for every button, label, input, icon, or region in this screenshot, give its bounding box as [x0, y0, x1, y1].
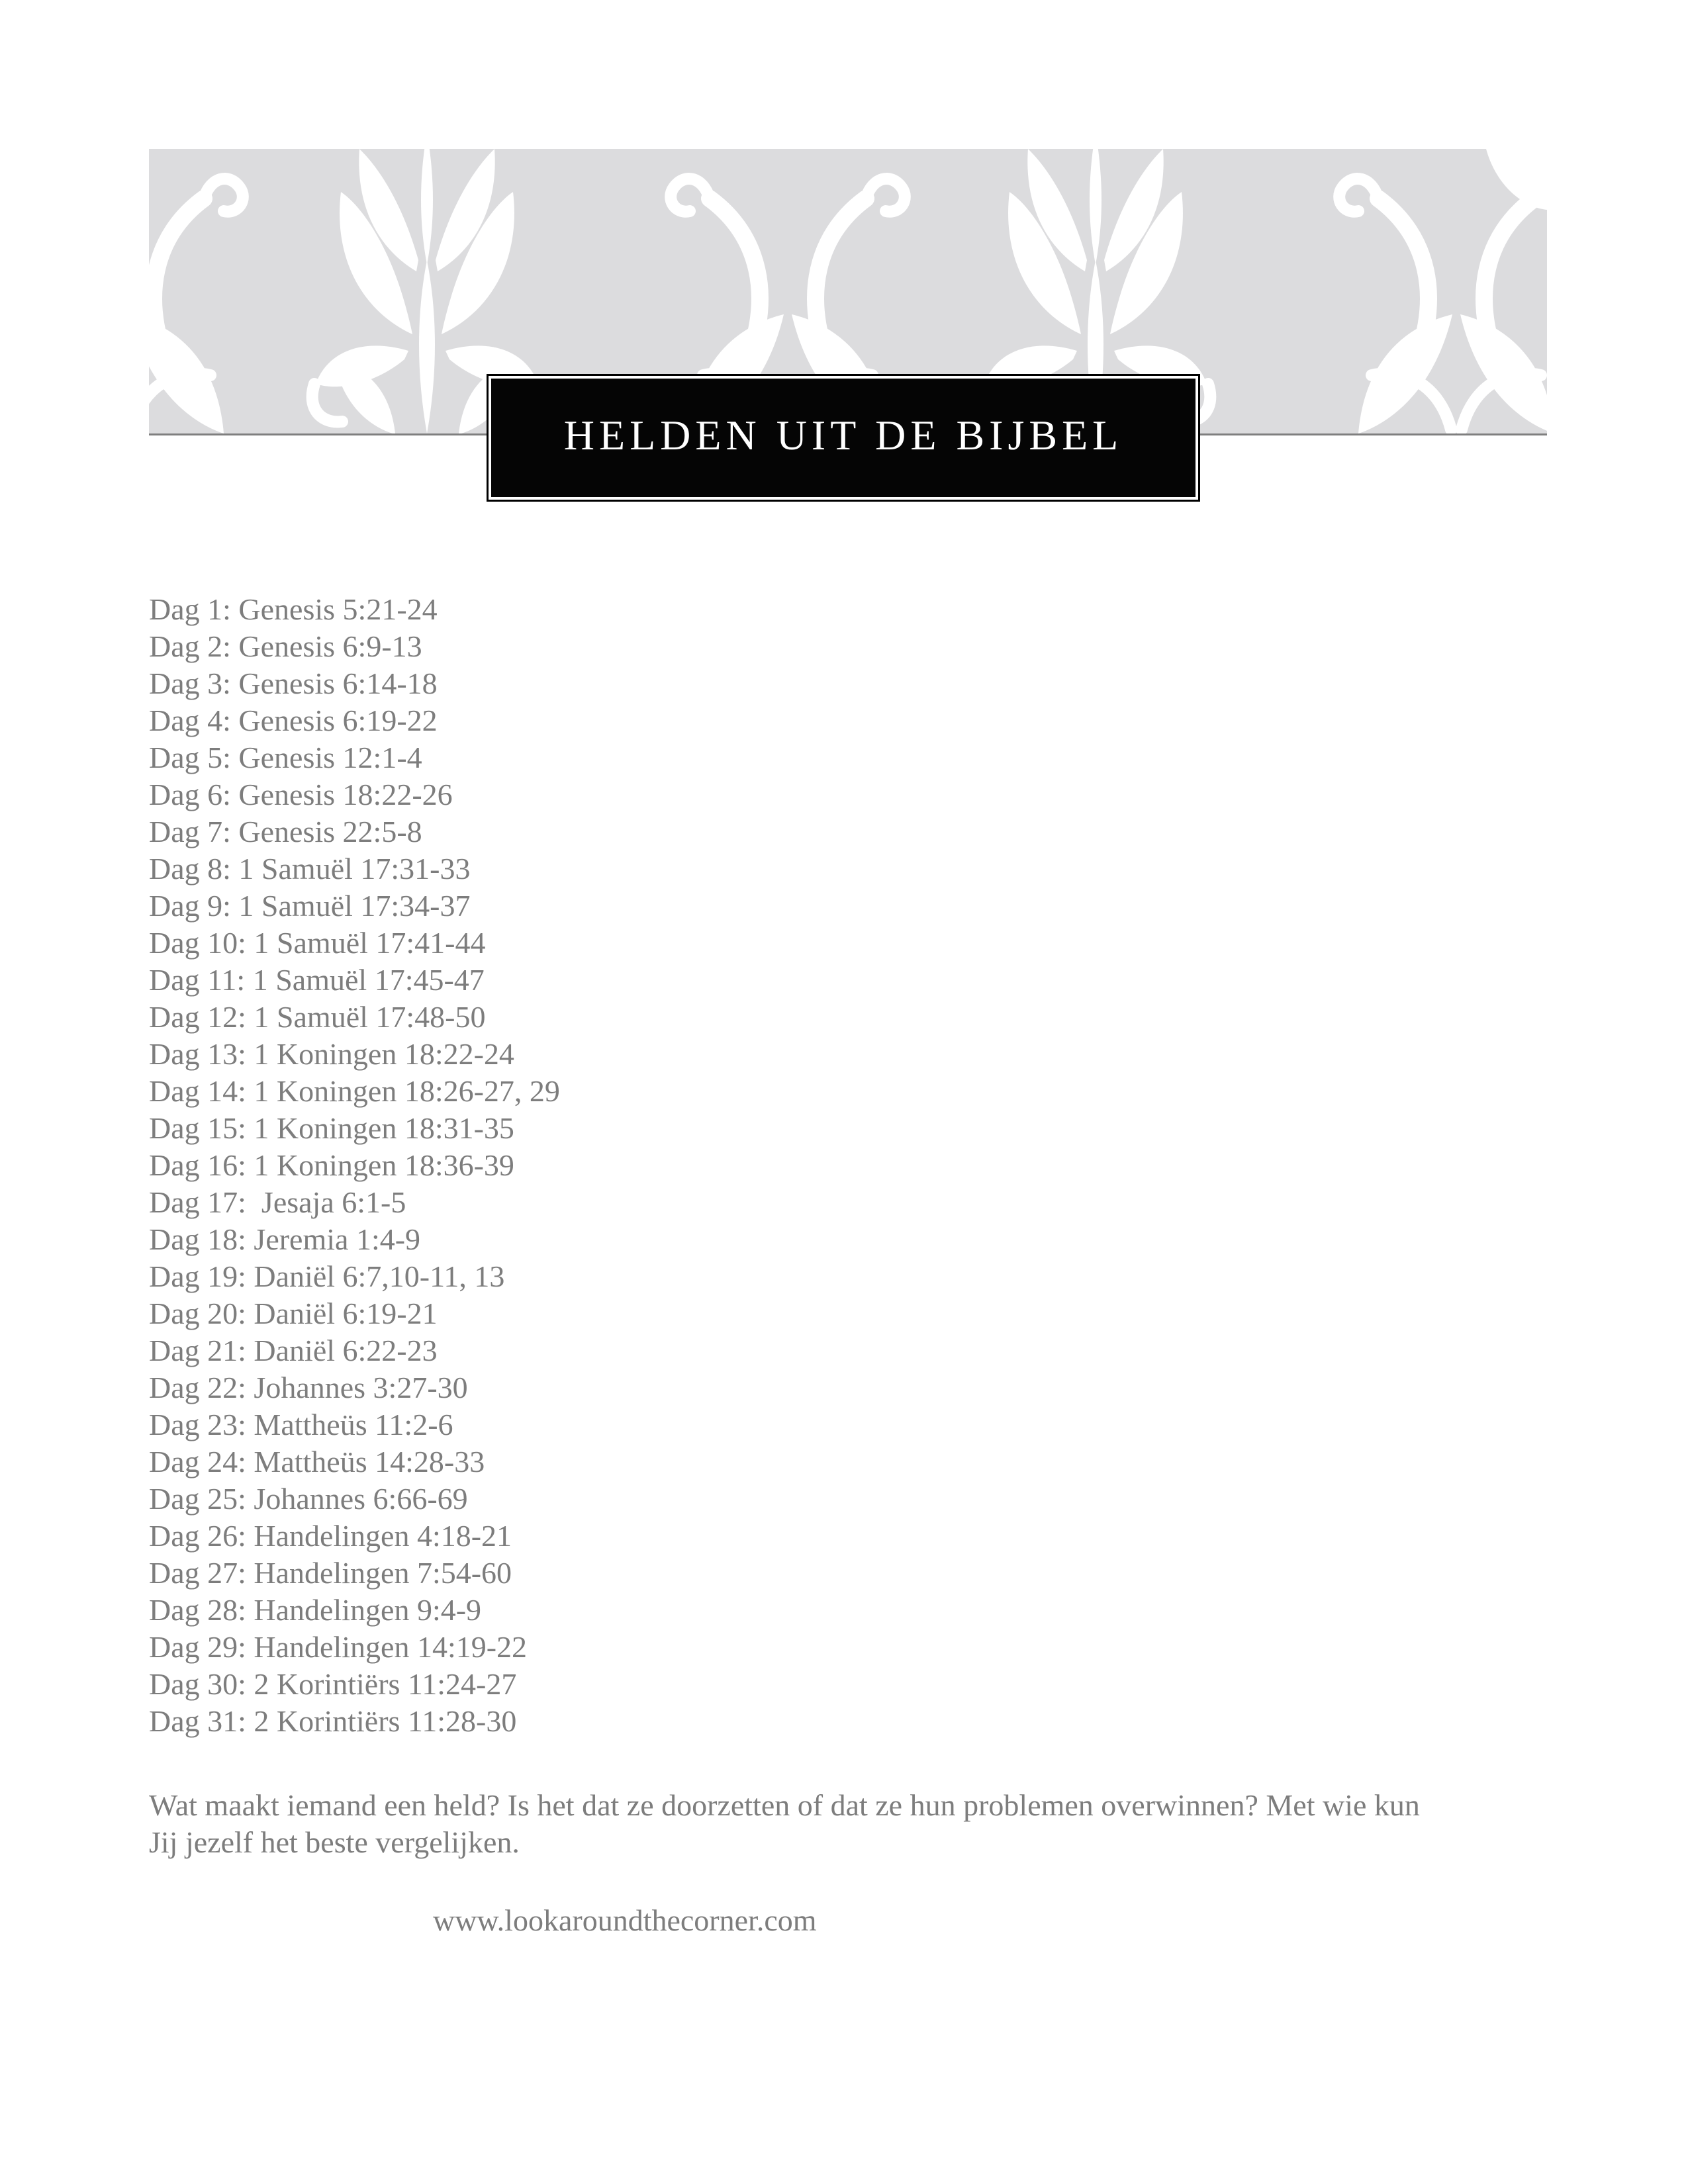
closing-question [149, 1787, 1420, 1861]
title-banner [487, 374, 1200, 502]
closing-line: Wat maakt iemand een held? Is het dat ze doorzetten of dat ze hun problemen overwinnen? Met wie kun [149, 1788, 1420, 1822]
reading-plan-item: Dag 2: Genesis 6:9-13 [149, 629, 422, 663]
reading-plan-item: Dag 4: Genesis 6:19-22 [149, 704, 438, 737]
reading-plan-item: Dag 20: Daniël 6:19-21 [149, 1297, 438, 1330]
reading-plan-item: Dag 3: Genesis 6:14-18 [149, 666, 438, 700]
reading-plan-item: Dag 1: Genesis 5:21-24 [149, 592, 438, 626]
title-inner-frame [491, 379, 1196, 497]
reading-plan-item: Dag 5: Genesis 12:1-4 [149, 741, 422, 774]
reading-plan-item: Dag 17: Jesaja 6:1-5 [149, 1185, 406, 1219]
reading-plan-item: Dag 10: 1 Samuël 17:41-44 [149, 926, 486, 960]
reading-plan-item: Dag 27: Handelingen 7:54-60 [149, 1556, 512, 1590]
reading-plan-item: Dag 22: Johannes 3:27-30 [149, 1371, 468, 1404]
reading-plan-item: Dag 18: Jeremia 1:4-9 [149, 1222, 421, 1256]
reading-plan-item: Dag 28: Handelingen 9:4-9 [149, 1593, 482, 1627]
reading-plan-item: Dag 7: Genesis 22:5-8 [149, 815, 422, 848]
reading-plan-item: Dag 24: Mattheüs 14:28-33 [149, 1445, 485, 1479]
reading-plan-item: Dag 9: 1 Samuël 17:34-37 [149, 889, 471, 923]
reading-plan-item: Dag 30: 2 Korintiërs 11:24-27 [149, 1667, 517, 1701]
closing-line: Jij jezelf het beste vergelijken. [149, 1825, 520, 1859]
reading-plan-item: Dag 8: 1 Samuël 17:31-33 [149, 852, 471, 886]
reading-plan-item: Dag 14: 1 Koningen 18:26-27, 29 [149, 1074, 560, 1108]
reading-plan-item: Dag 12: 1 Samuël 17:48-50 [149, 1000, 486, 1034]
page-title: HELDEN UIT DE BIJBEL [563, 411, 1123, 459]
reading-plan-item: Dag 21: Daniël 6:22-23 [149, 1334, 438, 1367]
reading-plan-item: Dag 26: Handelingen 4:18-21 [149, 1519, 512, 1553]
reading-plan-item: Dag 25: Johannes 6:66-69 [149, 1482, 468, 1516]
reading-plan-list [149, 591, 560, 1740]
reading-plan-item: Dag 19: Daniël 6:7,10-11, 13 [149, 1259, 505, 1293]
reading-plan-item: Dag 15: 1 Koningen 18:31-35 [149, 1111, 514, 1145]
reading-plan-item: Dag 6: Genesis 18:22-26 [149, 778, 453, 811]
reading-plan-item: Dag 13: 1 Koningen 18:22-24 [149, 1037, 514, 1071]
reading-plan-item: Dag 23: Mattheüs 11:2-6 [149, 1408, 453, 1441]
website-url: www.lookaroundthecorner.com [433, 1903, 817, 1937]
reading-plan-item: Dag 31: 2 Korintiërs 11:28-30 [149, 1704, 517, 1738]
reading-plan-item: Dag 16: 1 Koningen 18:36-39 [149, 1148, 514, 1182]
reading-plan-item: Dag 11: 1 Samuël 17:45-47 [149, 963, 485, 997]
reading-plan-item: Dag 29: Handelingen 14:19-22 [149, 1630, 528, 1664]
